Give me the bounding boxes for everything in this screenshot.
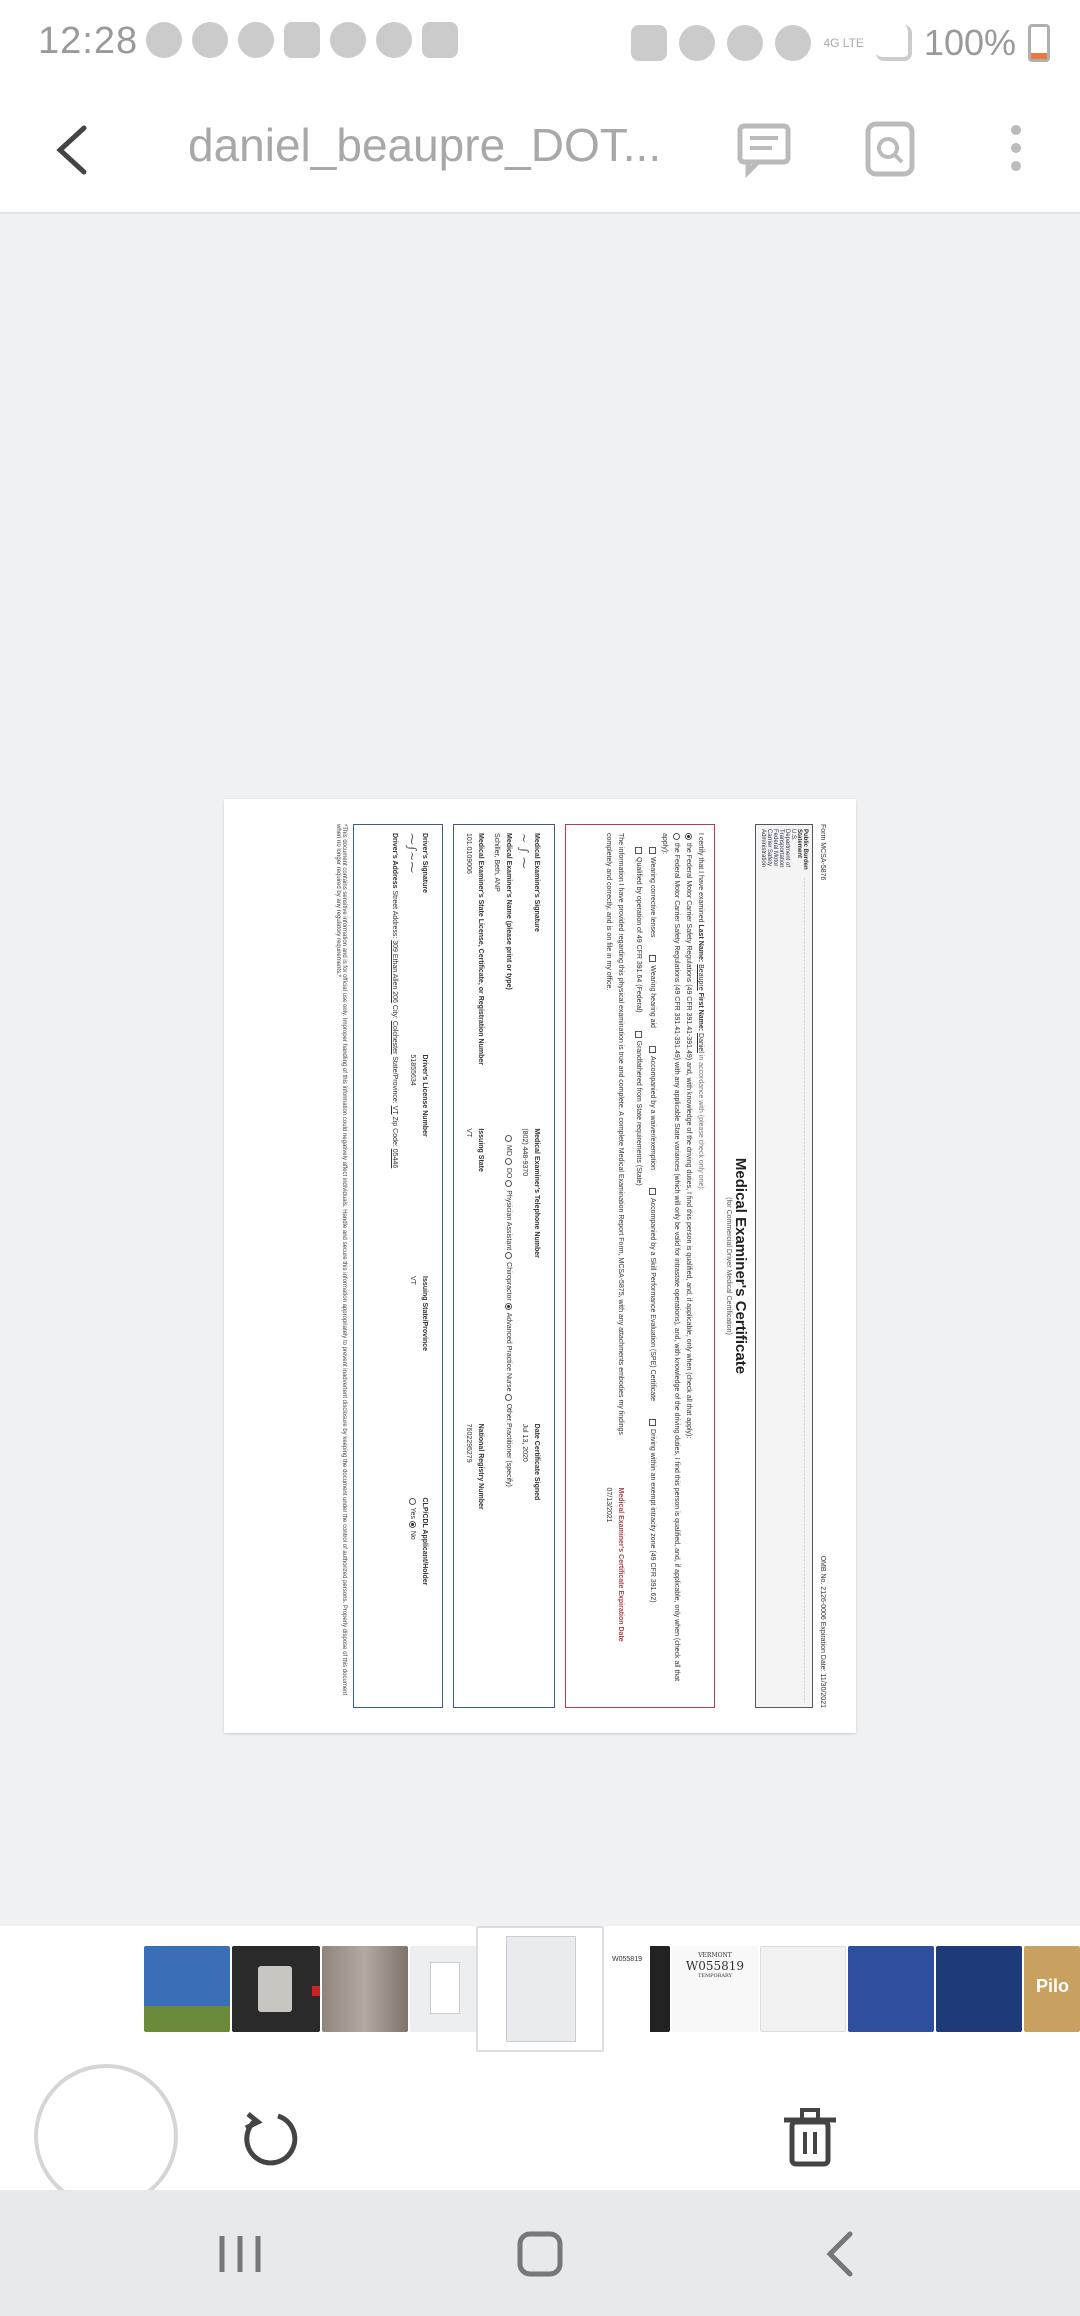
notification-icon xyxy=(330,22,366,58)
attestation-text: The information I have provided regarding this physical examination is true and complete. A complete Medical Examination Report Form, MCSA-5875, with any attachments embodies my findings completely and correctly, and is on file in my office. xyxy=(605,833,624,1435)
burden-text: .................................................................................................................................................................................................................................................................................................................................................................................................................................................................................................................................................................................................................. xyxy=(802,877,808,1703)
zip-label: Zip Code: xyxy=(391,1116,398,1147)
license-number: 101.0109006 xyxy=(465,833,472,874)
certificate-title: Medical Examiner's Certificate xyxy=(732,1157,749,1375)
license-label: Medical Examiner's State License, Certificate, or Registration Number xyxy=(477,833,484,1065)
accordance-text: in accordance with (please check only one): xyxy=(697,1054,704,1191)
option-2-radio xyxy=(673,833,680,840)
document-page xyxy=(224,799,856,1733)
notification-icon xyxy=(284,22,320,58)
check-item: Wearing corrective lenses xyxy=(646,847,658,937)
location-icon xyxy=(775,25,811,61)
thumb-plate-text: W055819 xyxy=(612,1956,642,1963)
footer-notice: *This document contains sensitive information and is for official use only. Improper handling of this information could negatively affect individuals. Handle and secure this information appropriately to prevent inadvertent disclosure by keeping the document under the control of authorized persons. Properly dispose of this document when no longer required by any regulatory requirements.* xyxy=(335,824,347,1696)
notification-icon xyxy=(146,22,182,58)
image-viewer[interactable] xyxy=(0,214,1080,1926)
first-name: Daniel xyxy=(697,1033,704,1053)
status-time: 12:28 xyxy=(38,20,139,62)
date-signed: Jul 13, 2020 xyxy=(521,1423,528,1462)
signal-icon xyxy=(876,25,912,61)
check-item: Accompanied by a Skill Performance Evaluation (SPE) Certificate xyxy=(646,1188,658,1401)
bottom-actions xyxy=(0,2056,1080,2190)
last-name-label: Last Name: xyxy=(697,924,704,963)
thumbnail-item[interactable] xyxy=(232,1946,320,2032)
battery-icon xyxy=(1028,24,1050,62)
mute-icon xyxy=(727,25,763,61)
document-search-icon[interactable] xyxy=(860,118,920,178)
thumbnail-item[interactable] xyxy=(322,1946,408,2032)
status-bar xyxy=(0,0,1080,84)
address-label: Driver's Address xyxy=(391,833,398,889)
driver-signature: ⁓∫~⁓ xyxy=(405,833,419,874)
check-item: Accompanied by a waiver/exemption xyxy=(646,1046,658,1170)
notification-icons xyxy=(146,22,458,58)
thumbnail-item[interactable] xyxy=(936,1946,1022,2032)
thumbnail-item[interactable] xyxy=(144,1946,230,2032)
driver-signature-label: Driver's Signature xyxy=(421,833,428,894)
driver-license-label: Driver's License Number xyxy=(421,1054,428,1137)
street-label: Street Address: xyxy=(391,890,398,939)
cdl-yes: Yes xyxy=(409,1507,416,1519)
burden-statement xyxy=(755,824,813,1708)
nfc-icon xyxy=(631,25,667,61)
city: Colchester xyxy=(391,1020,398,1055)
more-options-icon[interactable] xyxy=(986,118,1046,178)
certificate-subtitle: (for Commercial Driver Medical Certification) xyxy=(725,1197,732,1335)
certification-box xyxy=(565,824,715,1708)
plate-number: W055819 xyxy=(685,1959,745,1973)
system-navigation-bar xyxy=(0,2190,1080,2316)
examined-prefix: I certify that I have examined xyxy=(697,833,704,923)
back-nav-icon[interactable] xyxy=(814,2226,870,2282)
pilot-text: Pilo xyxy=(1036,1976,1070,1996)
state-province-label: State/Province: xyxy=(391,1056,398,1104)
plate-state: VERMONT xyxy=(698,1952,732,1959)
examiner-phone: (802) 448-9370 xyxy=(521,1128,528,1177)
camera-shutter-button[interactable] xyxy=(34,2064,178,2208)
zip: 05446 xyxy=(391,1148,398,1169)
system-icons xyxy=(631,22,1050,64)
first-name-label: First Name: xyxy=(697,992,704,1032)
last-name: Beaupre xyxy=(697,964,704,991)
examiner-phone-label: Medical Examiner's Telephone Number xyxy=(533,1128,540,1258)
thumbnail-item[interactable] xyxy=(672,1946,758,2032)
examiner-signature: ~ ∫ ⁓ xyxy=(517,833,531,869)
cdl-label: CLP/CDL Applicant/Holder xyxy=(421,1497,428,1586)
city-label: City: xyxy=(391,1004,398,1019)
plate-temp: TEMPORARY xyxy=(698,1973,732,1979)
document-title: daniel_beaupre_DOT... xyxy=(188,119,662,171)
date-signed-label: Date Certificate Signed xyxy=(533,1423,540,1501)
comment-icon[interactable] xyxy=(734,118,794,178)
battery-percent: 100% xyxy=(923,22,1016,63)
thumbnail-item[interactable] xyxy=(604,1946,670,2032)
thumbnail-item-selected[interactable] xyxy=(476,1926,604,2052)
medical-certificate-form xyxy=(240,806,840,1726)
check-item: Wearing hearing aid xyxy=(646,955,658,1028)
delete-icon[interactable] xyxy=(778,2106,842,2170)
notification-icon xyxy=(238,22,274,58)
driver-state: VT xyxy=(409,1276,416,1285)
option-1-text: the Federal Motor Carrier Safety Regulations (49 CFR 391.41-391.49) and, with knowledge of the driving duties, I find this person is qualified, and, if applicable, only when (check all that apply): xyxy=(685,843,692,1439)
thumbnail-strip[interactable] xyxy=(0,1926,1080,2056)
check-item: Grandfathered from State requirements (State) xyxy=(632,1031,644,1186)
thumbnail-item[interactable] xyxy=(1024,1946,1080,2032)
option-1-radio xyxy=(685,833,692,840)
form-id: Form MCSA-5876 xyxy=(819,824,826,881)
burden-title: Public Burden Statement xyxy=(796,829,808,870)
driver-license: 51855634 xyxy=(409,1054,416,1086)
check-item: Driving within an exempt intracity zone (49 CFR 391.62) xyxy=(646,1419,658,1603)
agency-name: U.S. Department of Transportation Federal Motor Carrier Safety Administration xyxy=(760,829,796,868)
notification-icon xyxy=(376,22,412,58)
credential-options: MD DO Physician Assistant Chiropractor Advanced Practice Nurse Other Practitioner (specify) xyxy=(490,1135,514,1699)
issuing-state-label: Issuing State xyxy=(477,1128,484,1172)
network-label: 4G LTE xyxy=(823,36,864,50)
thumbnail-item[interactable] xyxy=(410,1946,476,2032)
examiner-name: Schiller, Beth, ANP xyxy=(493,833,500,892)
rotate-icon[interactable] xyxy=(238,2106,302,2170)
check-item: Qualified by operation of 49 CFR 391.64 (Federal) xyxy=(632,847,644,1013)
alarm-icon xyxy=(679,25,715,61)
expiration-label: Medical Examiner's Certificate Expiration Date xyxy=(617,1487,624,1642)
notification-icon xyxy=(192,22,228,58)
back-arrow-icon[interactable] xyxy=(46,120,106,180)
driver-box xyxy=(353,824,443,1708)
driver-state-label: Issuing State/Province xyxy=(421,1276,428,1352)
home-icon[interactable] xyxy=(512,2226,568,2282)
street: 309 Ethan Allen 206 xyxy=(391,940,398,1003)
app-bar xyxy=(0,84,1080,214)
state-province: VT xyxy=(391,1105,398,1115)
thumbnail-item[interactable] xyxy=(848,1946,934,2032)
thumbnail-item[interactable] xyxy=(760,1946,846,2032)
examiner-name-label: Medical Examiner's Name (please print or type) xyxy=(505,833,512,990)
recent-apps-icon[interactable] xyxy=(212,2226,268,2282)
omb-number: OMB No. 2126-0006 Expiration Date: 11/30/2021 xyxy=(819,1555,826,1708)
expiration-date: 07/13/2021 xyxy=(605,1487,612,1523)
option-2-text: the Federal Motor Carrier Safety Regulations (49 CFR 391.41-391.49) with any applicable State variances (which will only be valid for intrastate operations), and, with knowledge of the driving duties, I find this person is qualified, and, if applicable, only when (check all that apply): xyxy=(661,833,680,1682)
examiner-box xyxy=(453,824,555,1708)
registry-label: National Registry Number xyxy=(477,1423,484,1510)
cdl-no: No xyxy=(409,1530,416,1540)
examiner-signature-label: Medical Examiner's Signature xyxy=(533,833,540,932)
image-notification-icon xyxy=(422,22,458,58)
issuing-state: VT xyxy=(465,1128,472,1138)
registry-number: 7602295279 xyxy=(465,1423,472,1463)
